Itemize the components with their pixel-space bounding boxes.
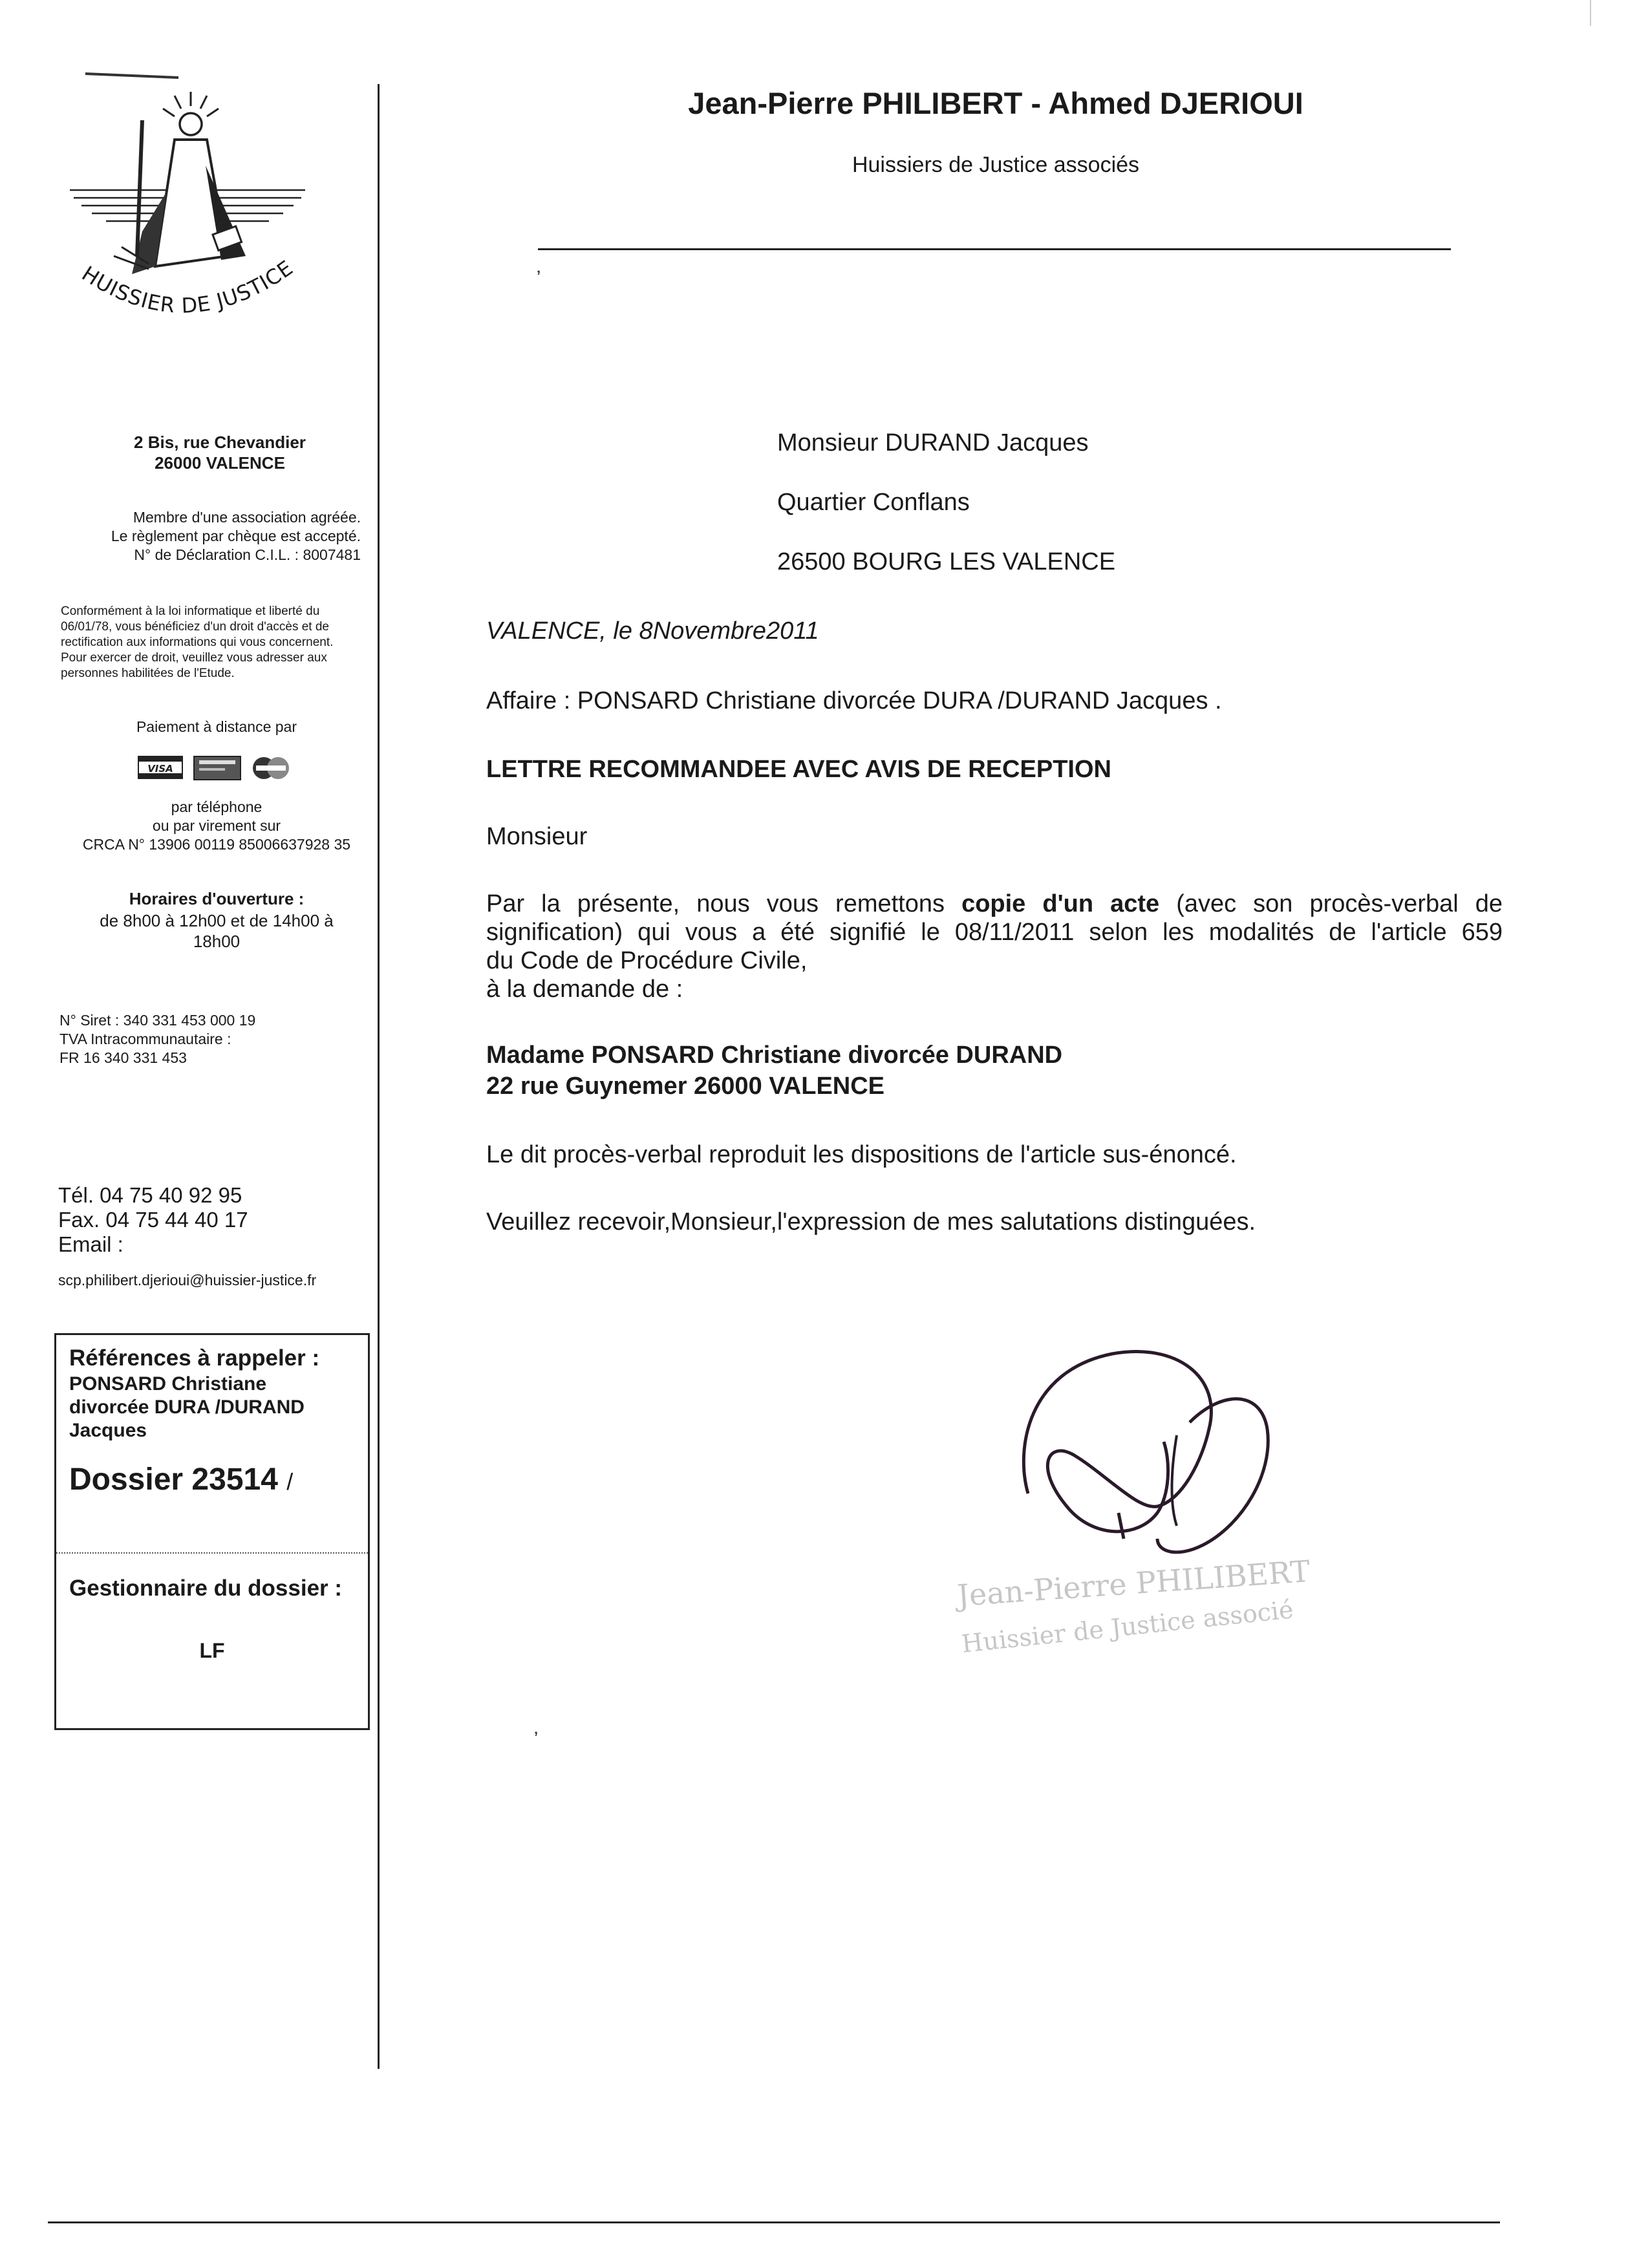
payment-lines [52, 798, 381, 854]
firm-names: Jean-Pierre PHILIBERT - Ahmed DJERIOUI [688, 86, 1303, 120]
privacy-line: Pour exercer de droit, veuillez vous adresser aux [61, 651, 327, 665]
stamp-name: Jean-Pierre PHILIBERT [956, 1553, 1312, 1614]
recipient-street: Quartier Conflans [777, 489, 970, 516]
handwritten-signature [1009, 1345, 1293, 1590]
claimant-address: 22 rue Guynemer 26000 VALENCE [486, 1073, 885, 1100]
payment-line: par téléphone [171, 798, 262, 815]
sidebar-divider [378, 84, 380, 2069]
dossier-number [69, 1462, 293, 1497]
manager-label: Gestionnaire du dossier : [69, 1576, 343, 1601]
party-line: divorcée DURA /DURAND [69, 1396, 305, 1418]
affaire-line: Affaire : PONSARD Christiane divorcée DURA /DURAND Jacques . [486, 687, 1222, 714]
privacy-line: personnes habilitées de l'Etude. [61, 667, 235, 680]
email-address: scp.philibert.djerioui@huissier-justice.fr [58, 1272, 317, 1289]
payment-cards [137, 751, 299, 784]
recipient-city: 26500 BOURG LES VALENCE [777, 548, 1116, 575]
hours-line: 18h00 [193, 932, 241, 951]
dossier-label: Dossier 23514 [69, 1462, 278, 1497]
place-date: VALENCE, le 8Novembre2011 [486, 617, 819, 645]
association-line: N° de Déclaration C.I.L. : 8007481 [134, 546, 361, 563]
payment-title: Paiement à distance par [136, 718, 297, 735]
paragraph-1-line: signification) qui vous a été signifié le 08/11/2011 selon les modalités de l'article 659 [486, 919, 1503, 946]
manager-initials: LF [199, 1639, 225, 1662]
address-line1: 2 Bis, rue Chevandier [134, 433, 306, 452]
recipient-name: Monsieur DURAND Jacques [777, 429, 1089, 456]
phone: Tél. 04 75 40 92 95 [58, 1183, 242, 1207]
payment-line: ou par virement sur [152, 817, 281, 834]
email-label: Email : [58, 1232, 123, 1256]
card-icon [194, 756, 241, 780]
association-line: Membre d'une association agréée. [133, 509, 361, 526]
address-line2: 26000 VALENCE [155, 453, 285, 473]
scan-edge [1590, 0, 1591, 26]
mastercard-icon [253, 757, 289, 779]
party-line: PONSARD Christiane [69, 1373, 267, 1395]
closing: Veuillez recevoir,Monsieur,l'expression de mes salutations distinguées. [486, 1208, 1256, 1236]
stamp-title: Huissier de Justice associé [960, 1595, 1295, 1658]
firm-subtitle: Huissiers de Justice associés [852, 153, 1140, 177]
siret: N° Siret : 340 331 453 000 19 [59, 1012, 256, 1029]
visa-label: VISA [147, 763, 173, 775]
footer-divider [48, 2221, 1500, 2223]
reference-title: Références à rappeler : [69, 1345, 320, 1371]
hours-title: Horaires d'ouverture : [129, 889, 305, 908]
para1-end: (avec son procès-verbal de [1176, 890, 1503, 917]
reference-box [54, 1333, 370, 1730]
reference-divider [56, 1552, 368, 1554]
visa-card-icon [138, 756, 182, 778]
privacy-line: rectification aux informations qui vous concernent. [61, 636, 334, 649]
salutation: Monsieur [486, 823, 588, 850]
privacy-line: Conformément à la loi informatique et liberté du [61, 604, 320, 618]
letter-heading: LETTRE RECOMMANDEE AVEC AVIS DE RECEPTION [486, 756, 1111, 783]
para1-start: Par la présente, nous vous remettons [486, 890, 945, 917]
huissier-logo [52, 62, 310, 334]
header-divider [538, 248, 1451, 250]
paragraph-1-line: du Code de Procédure Civile, [486, 947, 808, 974]
legal-block [59, 1011, 357, 1067]
privacy-notice [61, 604, 365, 681]
privacy-line: 06/01/78, vous bénéficiez d'un droit d'accès et de [61, 620, 329, 634]
party-line: Jacques [69, 1420, 147, 1441]
hours-line: de 8h00 à 12h00 et de 14h00 à [100, 911, 334, 930]
logo-caption: HUISSIER DE JUSTICE [77, 255, 298, 318]
paragraph-2: Le dit procès-verbal reproduit les dispositions de l'article sus-énoncé. [486, 1141, 1237, 1168]
para1-emphasis: copie d'un acte [961, 890, 1160, 917]
association-line: Le règlement par chèque est accepté. [111, 528, 361, 544]
paragraph-1-line [486, 890, 1503, 918]
scan-speck: ʼ [537, 268, 541, 284]
claimant-name: Madame PONSARD Christiane divorcée DURAND [486, 1042, 1063, 1069]
tva-label: TVA Intracommunautaire : [59, 1031, 231, 1047]
justice-figure-icon [52, 62, 310, 334]
fax: Fax. 04 75 44 40 17 [58, 1208, 248, 1232]
contact-block [58, 1183, 356, 1257]
scan-speck: ʼ [534, 1729, 539, 1745]
paragraph-1 [486, 890, 1503, 1003]
payment-line: CRCA N° 13906 00119 85006637928 35 [82, 836, 351, 853]
paragraph-1-line: à la demande de : [486, 976, 683, 1003]
dossier-mark: / [286, 1468, 294, 1495]
association-block [39, 508, 361, 564]
reference-parties [69, 1373, 305, 1442]
hours-block [65, 910, 369, 952]
svg-text:HUISSIER DE JUSTICE [78, 255, 298, 318]
tva-number: FR 16 340 331 453 [59, 1049, 187, 1066]
